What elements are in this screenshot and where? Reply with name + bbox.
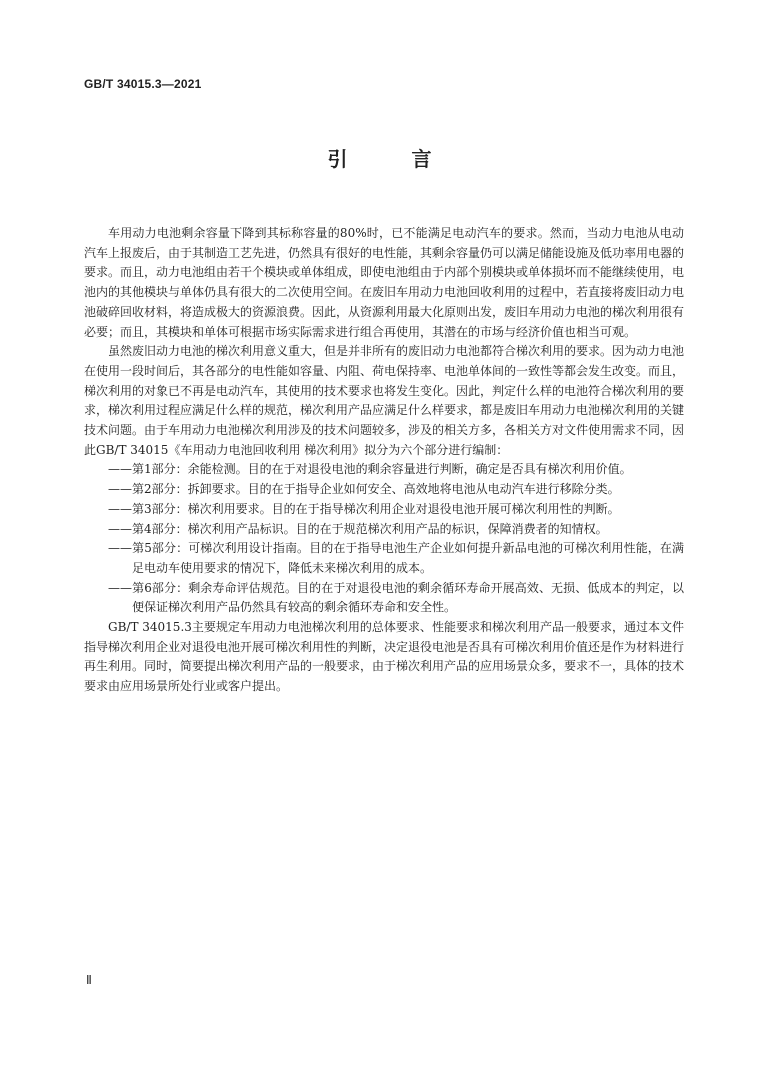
list-dash: —— (108, 541, 132, 556)
list-item (84, 480, 684, 500)
list-item (84, 579, 684, 618)
list-dash: —— (108, 482, 132, 497)
list-item-text: 第5部分：可梯次利用设计指南。目的在于指导电池生产企业如何提升新品电池的可梯次利用性能，在满足电动车使用要求的情况下，降低未来梯次利用的成本。 (132, 541, 684, 575)
list-dash: —— (108, 580, 132, 595)
list-dash: —— (108, 501, 132, 516)
list-item (84, 500, 684, 520)
list-item (84, 460, 684, 480)
list-item-text: 第3部分：梯次利用要求。目的在于指导梯次利用企业对退役电池开展可梯次利用性的判断。 (132, 501, 620, 516)
list-item-text: 第4部分：梯次利用产品标识。目的在于规范梯次利用产品的标识，保障消费者的知情权。 (132, 521, 608, 536)
list-item (84, 520, 684, 540)
parts-list (84, 460, 684, 618)
closing-paragraph: GB/T 34015.3主要规定车用动力电池梯次利用的总体要求、性能要求和梯次利用产品一般要求，通过本文件指导梯次利用企业对退役电池开展可梯次利用性的判断，决定退役电池是否具有可梯次利用价值还是作为材料进行再生利用。同时，简要提出梯次利用产品的一般要求，由于梯次利用产品的应用场景众多，要求不一，具体的技术要求由应用场景所处行业或客户提出。 (84, 620, 685, 694)
list-dash: —— (108, 521, 132, 536)
paragraph: 车用动力电池剩余容量下降到其标称容量的80%时，已不能满足电动汽车的要求。然而，当动力电池从电动汽车上报废后，由于其制造工艺先进，仍然具有很好的电性能，其剩余容量仍可以满足储能设施及低功率用电器的要求。而且，动力电池组由若干个模块或单体组成，即使电池组由于内部个别模块或单体损坏而不能继续使用，电池内的其他模块与单体仍具有很大的二次使用空间。在废旧车用动力电池回收利用的过程中，若直接将废旧动力电池破碎回收材料，将造成极大的资源浪费。因此，从资源利用最大化原则出发，废旧车用动力电池的梯次利用很有必要；而且，其模块和单体可根据市场实际需求进行组合再使用，其潜在的市场与经济价值也相当可观。 (84, 226, 685, 339)
page-title: 引 言 (327, 147, 454, 171)
list-item (84, 539, 684, 578)
list-item-text: 第6部分：剩余寿命评估规范。目的在于对退役电池的剩余循环寿命开展高效、无损、低成本的判定，以便保证梯次利用产品仍然具有较高的剩余循环寿命和安全性。 (132, 580, 684, 615)
list-item-text: 第1部分：余能检测。目的在于对退役电池的剩余容量进行判断，确定是否具有梯次利用价值。 (132, 462, 632, 477)
list-item-text: 第2部分：拆卸要求。目的在于指导企业如何安全、高效地将电池从电动汽车进行移除分类。 (132, 482, 620, 497)
list-dash: —— (108, 462, 132, 477)
page-number: Ⅱ (86, 973, 92, 987)
standard-code: GB/T 34015.3—2021 (84, 77, 202, 91)
paragraph: 虽然废旧动力电池的梯次利用意义重大，但是并非所有的废旧动力电池都符合梯次利用的要求。因为动力电池在使用一段时间后，其各部分的电性能如容量、内阻、荷电保持率、电池单体间的一致性等都会发生改变。而且，梯次利用的对象已不再是电动汽车，其使用的技术要求也将发生变化。因此，判定什么样的电池符合梯次利用的要求，梯次利用过程应满足什么样的规范，梯次利用产品应满足什么样要求，都是废旧车用动力电池梯次利用的关键技术问题。由于车用动力电池梯次利用涉及的技术问题较多，涉及的相关方多，各相关方对文件使用需求不同，因此GB/T 34015《车用动力电池回收利用 梯次利用》拟分为六个部分进行编制： (84, 344, 685, 457)
document-body (84, 224, 684, 697)
